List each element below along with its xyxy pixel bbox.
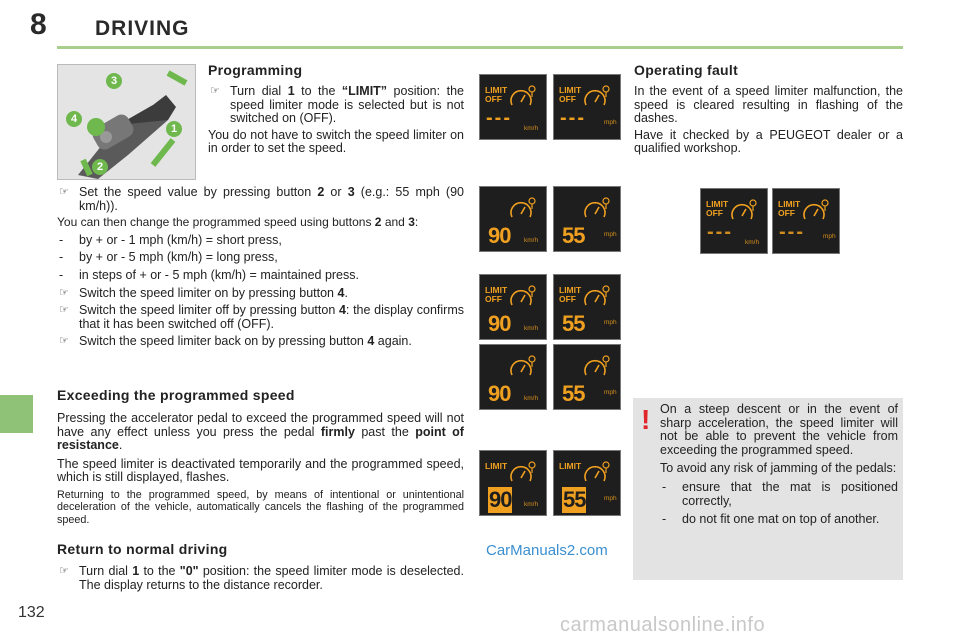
limit-label: LIMIT <box>559 461 582 471</box>
speed-display-panel <box>772 188 840 254</box>
fault-para2: Have it checked by a PEUGEOT dealer or a qualified workshop. <box>634 127 903 156</box>
change-speed-para: You can then change the programmed speed using buttons 2 and 3: <box>57 215 419 230</box>
speed-display-panel <box>479 74 547 140</box>
chapter-side-tab <box>0 395 33 433</box>
warning-dash1: - ensure that the mat is positioned correctly, <box>662 479 898 508</box>
set-speed-bullet: ☞ Set the speed value by pressing button 2 or 3 (e.g.: 55 mph (90 km/h)). <box>59 185 465 213</box>
speed-display-panel <box>553 74 621 140</box>
hand-pointer-icon: ☞ <box>59 335 69 348</box>
speed-display-panel <box>479 186 547 252</box>
off-label: OFF <box>485 94 502 104</box>
speed-unit: km/h <box>524 125 539 132</box>
limit-label: LIMIT <box>559 285 582 295</box>
warning-exclamation-icon: ! <box>641 404 651 435</box>
button-4-marker <box>87 118 105 136</box>
speed-value: 90 <box>488 311 511 336</box>
speed-display-panel <box>479 344 547 410</box>
programming-section <box>208 62 464 156</box>
speed-unit: mph <box>604 389 617 396</box>
speed-display-panel <box>553 450 621 516</box>
programming-bullet: ☞ Turn dial 1 to the “LIMIT” position: the speed limiter mode is selected but is not switched on (OFF). <box>210 84 464 126</box>
limit-label: LIMIT <box>485 285 508 295</box>
speed-dashes: --- <box>560 107 586 129</box>
watermark: CarManuals2.com <box>486 542 608 559</box>
warning-para1: On a steep descent or in the event of sharp acceleration, the speed limiter will not be able to prevent the vehicle from exceeding the programmed speed. <box>660 402 898 457</box>
warning-dash2: - do not fit one mat on top of another. <box>662 512 880 527</box>
off-label: OFF <box>778 208 795 218</box>
speed-display-panel <box>479 450 547 516</box>
step-maintained-press: - in steps of + or - 5 mph (km/h) = maintained press. <box>59 267 359 282</box>
fault-para1: In the event of a speed limiter malfunction, the speed is cleared resulting in flashing of the dashes. <box>634 84 903 126</box>
limit-label: LIMIT <box>559 85 582 95</box>
speed-display-panel <box>553 186 621 252</box>
lever-label-3: 3 <box>106 73 122 89</box>
speed-unit: mph <box>604 231 617 238</box>
speed-unit: mph <box>823 233 836 240</box>
limit-label: LIMIT <box>485 461 508 471</box>
hand-pointer-icon: ☞ <box>59 286 69 299</box>
off-label: OFF <box>559 94 576 104</box>
speed-value: 55 <box>563 487 586 512</box>
speed-value: 90 <box>489 487 512 512</box>
return-bullet: ☞ Turn dial 1 to the "0" position: the speed limiter mode is deselected. The display returns to the distance recorder. <box>59 564 464 592</box>
footer-watermark: carmanualsonline.info <box>560 614 766 636</box>
switch-on-bullet: ☞ Switch the speed limiter on by pressing button 4. <box>59 285 348 300</box>
programming-note: You do not have to switch the speed limiter on in order to set the speed. <box>208 127 464 156</box>
speed-unit: mph <box>604 495 617 502</box>
hand-pointer-icon: ☞ <box>59 186 69 198</box>
speed-dashes: --- <box>486 107 512 129</box>
exceeding-para3: Returning to the programmed speed, by means of intentional or unintentional deceleration of the vehicle, automatically cancels the flashing of the programmed speed. <box>57 488 464 526</box>
speed-unit: mph <box>604 119 617 126</box>
fault-heading: Operating fault <box>634 62 739 78</box>
fault-section <box>634 62 903 156</box>
speed-unit: km/h <box>745 239 760 246</box>
chapter-title: DRIVING <box>95 17 190 40</box>
exceeding-para2: The speed limiter is deactivated temporarily and the programmed speed, which is still displayed, flashes. <box>57 456 464 485</box>
speed-unit: km/h <box>524 501 539 508</box>
setting-section <box>57 186 464 349</box>
lever-label-4: 4 <box>66 111 82 127</box>
speed-value: 55 <box>562 223 585 248</box>
warning-content <box>660 403 898 527</box>
warning-para2: To avoid any risk of jamming of the pedals: <box>660 461 897 476</box>
lever-label-2: 2 <box>92 159 108 175</box>
limit-label: LIMIT <box>778 199 801 209</box>
speed-dashes: --- <box>779 221 805 243</box>
limit-label: LIMIT <box>485 85 508 95</box>
step-long-press: - by + or - 5 mph (km/h) = long press, <box>59 250 278 265</box>
hand-pointer-icon: ☞ <box>210 85 220 97</box>
speed-unit: km/h <box>524 325 539 332</box>
switch-off-bullet: ☞ Switch the speed limiter off by pressing button 4: the display confirms that it has been switched off (OFF). <box>59 303 464 331</box>
speed-display-panel <box>553 274 621 340</box>
speed-unit: mph <box>604 319 617 326</box>
hand-pointer-icon: ☞ <box>59 565 69 577</box>
speed-value: 90 <box>488 223 511 248</box>
speed-limiter-lever-illustration <box>57 64 196 180</box>
exceeding-heading: Exceeding the programmed speed <box>57 387 295 403</box>
speed-value: 55 <box>562 311 585 336</box>
programming-heading: Programming <box>208 62 303 78</box>
step-short-press: - by + or - 1 mph (km/h) = short press, <box>59 232 282 247</box>
chapter-number: 8 <box>30 8 47 41</box>
speed-unit: km/h <box>524 395 539 402</box>
off-label: OFF <box>485 294 502 304</box>
exceeding-para1: Pressing the accelerator pedal to exceed the programmed speed will not have any effect unless you press the pedal firmly past the point of resistance. <box>57 411 464 453</box>
hand-pointer-icon: ☞ <box>59 304 69 317</box>
exceeding-section <box>57 387 464 526</box>
page-number: 132 <box>18 604 45 621</box>
speed-display-panel <box>700 188 768 254</box>
speed-value: 90 <box>488 381 511 406</box>
limit-label: LIMIT <box>706 199 729 209</box>
speed-value: 55 <box>562 381 585 406</box>
off-label: OFF <box>559 294 576 304</box>
speed-dashes: --- <box>707 221 733 243</box>
return-heading: Return to normal driving <box>57 541 228 557</box>
header-rule <box>57 46 903 49</box>
speed-display-panel <box>553 344 621 410</box>
speed-unit: km/h <box>524 237 539 244</box>
lever-label-1: 1 <box>166 121 182 137</box>
switch-back-on-bullet: ☞ Switch the speed limiter back on by pressing button 4 again. <box>59 334 412 349</box>
off-label: OFF <box>706 208 723 218</box>
return-section <box>57 541 464 592</box>
speed-display-panel <box>479 274 547 340</box>
